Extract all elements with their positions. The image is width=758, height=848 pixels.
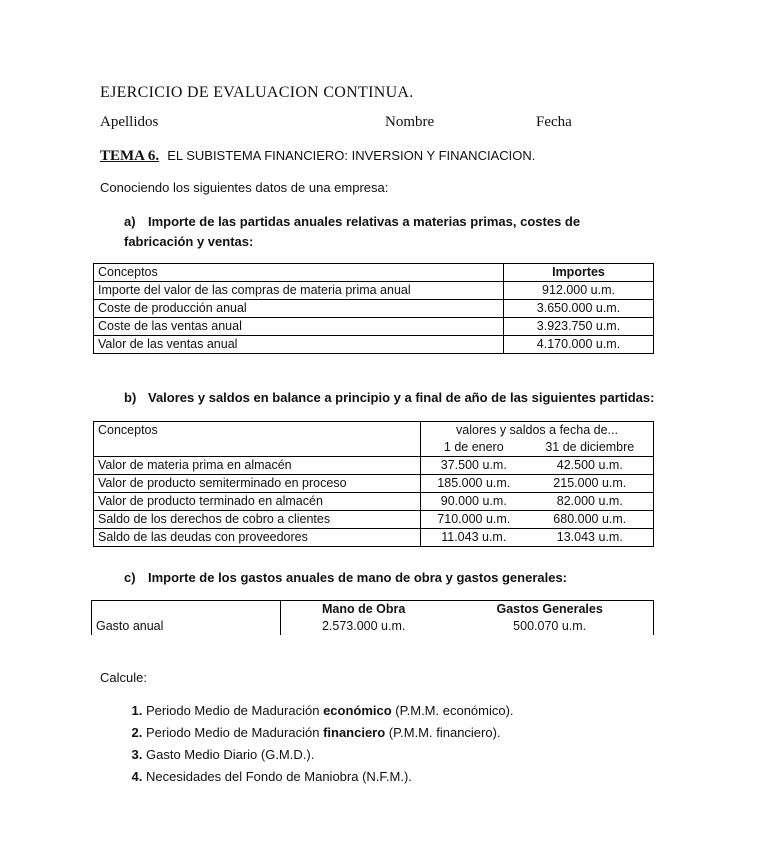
row-concepto: Valor de materia prima en almacén bbox=[94, 457, 421, 475]
list-item bbox=[146, 722, 514, 744]
tema-heading bbox=[100, 148, 535, 165]
table-row bbox=[94, 529, 654, 547]
row-concepto: Valor de las ventas anual bbox=[94, 336, 504, 354]
table-row bbox=[94, 300, 654, 318]
row-concepto: Coste de producción anual bbox=[94, 300, 504, 318]
row-enero: 90.000 u.m. bbox=[421, 493, 527, 511]
section-a-label: a) bbox=[124, 214, 136, 229]
column-header-conceptos: Conceptos bbox=[94, 264, 504, 282]
materials-costs-table bbox=[93, 263, 654, 354]
table-header-row bbox=[92, 601, 654, 619]
section-c-label: c) bbox=[124, 570, 136, 585]
nombre-field-label: Nombre bbox=[385, 114, 435, 130]
row-concepto: Valor de producto semiterminado en proceso bbox=[94, 475, 421, 493]
row-concepto: Importe del valor de las compras de materia prima anual bbox=[94, 282, 504, 300]
item-bold: financiero bbox=[323, 725, 386, 740]
tema-label: TEMA 6. bbox=[100, 148, 160, 164]
section-a-heading bbox=[124, 212, 644, 252]
tasks-list bbox=[120, 700, 514, 788]
calcule-label: Calcule: bbox=[100, 670, 147, 685]
row-enero: 185.000 u.m. bbox=[421, 475, 527, 493]
row-concepto: Saldo de las deudas con proveedores bbox=[94, 529, 421, 547]
column-header-valores: valores y saldos a fecha de... bbox=[421, 422, 654, 440]
list-item bbox=[146, 700, 514, 722]
table-row bbox=[94, 457, 654, 475]
row-enero: 11.043 u.m. bbox=[421, 529, 527, 547]
row-diciembre: 215.000 u.m. bbox=[527, 475, 654, 493]
section-b-text: Valores y saldos en balance a principio y a final de año de las siguientes partidas: bbox=[148, 390, 655, 405]
fecha-field-label: Fecha bbox=[536, 114, 572, 130]
item-text: Periodo Medio de Maduración bbox=[146, 703, 324, 718]
column-header-enero: 1 de enero bbox=[421, 439, 527, 457]
table-row bbox=[92, 618, 654, 635]
item-text-post: (P.M.M. financiero). bbox=[385, 725, 501, 740]
row-gastos-generales: 500.070 u.m. bbox=[446, 618, 653, 635]
item-text-post: (P.M.M. económico). bbox=[391, 703, 514, 718]
table-header-row bbox=[94, 264, 654, 282]
section-b-heading bbox=[124, 388, 654, 408]
balance-values-table bbox=[93, 421, 654, 547]
row-diciembre: 42.500 u.m. bbox=[527, 457, 654, 475]
row-mano-obra: 2.573.000 u.m. bbox=[281, 618, 447, 635]
row-concepto: Gasto anual bbox=[92, 618, 281, 635]
table-row bbox=[94, 511, 654, 529]
row-diciembre: 680.000 u.m. bbox=[527, 511, 654, 529]
table-row bbox=[94, 318, 654, 336]
column-header-empty bbox=[92, 601, 281, 619]
table-row bbox=[94, 475, 654, 493]
table-row bbox=[94, 336, 654, 354]
table-row bbox=[94, 282, 654, 300]
apellidos-field-label: Apellidos bbox=[100, 114, 159, 130]
intro-text: Conociendo los siguientes datos de una empresa: bbox=[100, 180, 389, 195]
section-c-heading bbox=[124, 568, 567, 588]
table-header-row bbox=[94, 422, 654, 440]
row-enero: 37.500 u.m. bbox=[421, 457, 527, 475]
section-b-label: b) bbox=[124, 390, 137, 405]
expenses-table bbox=[91, 600, 654, 635]
column-header-diciembre: 31 de diciembre bbox=[527, 439, 654, 457]
row-importe: 3.650.000 u.m. bbox=[504, 300, 654, 318]
exercise-title: EJERCICIO DE EVALUACION CONTINUA. bbox=[100, 84, 414, 101]
row-diciembre: 13.043 u.m. bbox=[527, 529, 654, 547]
column-header-mano-obra: Mano de Obra bbox=[281, 601, 447, 619]
item-text: Gasto Medio Diario (G.M.D.). bbox=[146, 747, 315, 762]
row-importe: 4.170.000 u.m. bbox=[504, 336, 654, 354]
table-row bbox=[94, 493, 654, 511]
section-c-text: Importe de los gastos anuales de mano de obra y gastos generales: bbox=[148, 570, 568, 585]
row-diciembre: 82.000 u.m. bbox=[527, 493, 654, 511]
row-importe: 3.923.750 u.m. bbox=[504, 318, 654, 336]
row-concepto: Saldo de los derechos de cobro a clientes bbox=[94, 511, 421, 529]
column-header-gastos-generales: Gastos Generales bbox=[446, 601, 653, 619]
column-header-conceptos: Conceptos bbox=[94, 422, 421, 457]
tema-text: EL SUBISTEMA FINANCIERO: INVERSION Y FINANCIACION. bbox=[167, 148, 536, 163]
row-concepto: Coste de las ventas anual bbox=[94, 318, 504, 336]
list-item bbox=[146, 766, 514, 788]
row-concepto: Valor de producto terminado en almacén bbox=[94, 493, 421, 511]
row-importe: 912.000 u.m. bbox=[504, 282, 654, 300]
item-bold: económico bbox=[323, 703, 392, 718]
item-text: Periodo Medio de Maduración bbox=[146, 725, 324, 740]
list-item bbox=[146, 744, 514, 766]
section-a-text: Importe de las partidas anuales relativas a materias primas, costes de fabricación y ventas: bbox=[124, 214, 581, 249]
row-enero: 710.000 u.m. bbox=[421, 511, 527, 529]
column-header-importes: Importes bbox=[504, 264, 654, 282]
item-text: Necesidades del Fondo de Maniobra (N.F.M.). bbox=[146, 769, 412, 784]
